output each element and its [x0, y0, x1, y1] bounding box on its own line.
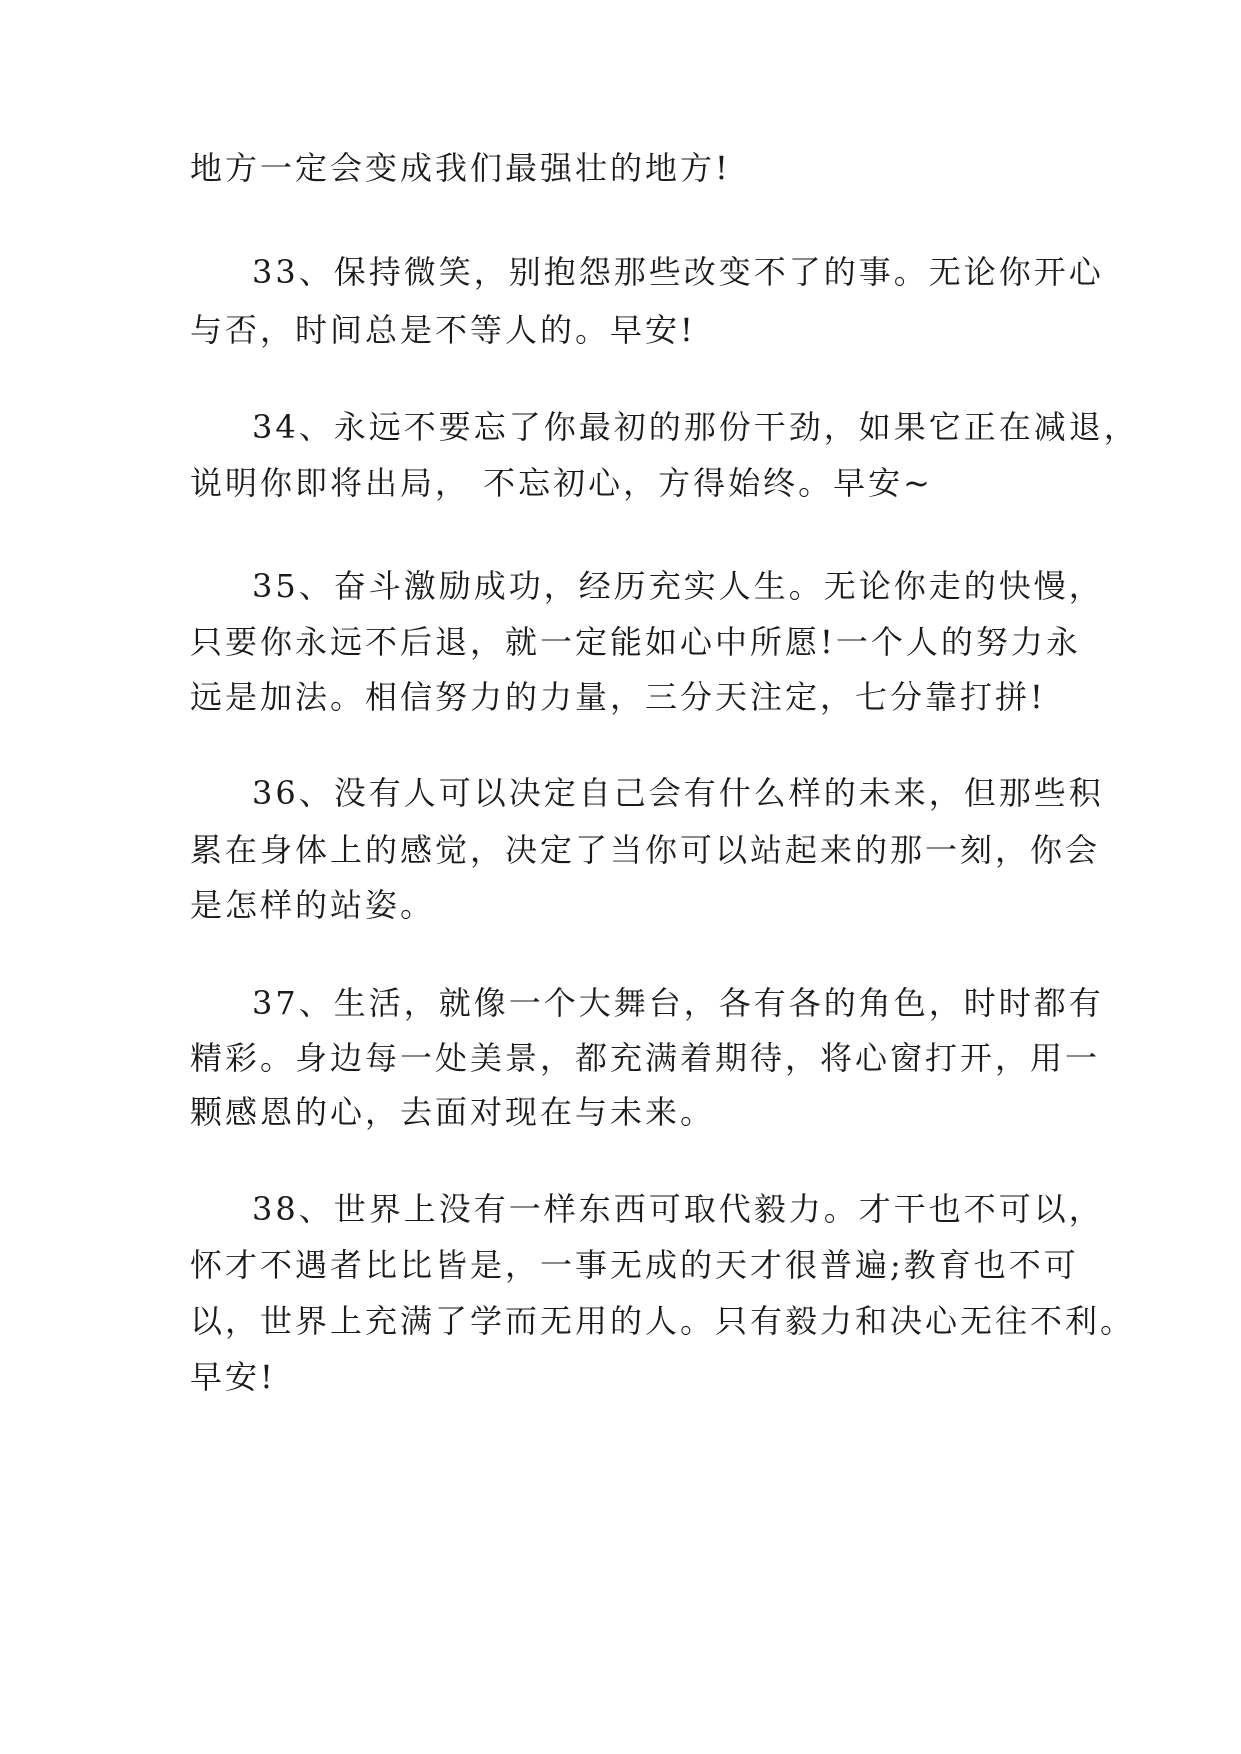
paragraph-38-line-2: 怀才不遇者比比皆是，一事无成的天才很普遍;教育也不可	[190, 1246, 1079, 1284]
paragraph-33-line-2: 与否，时间总是不等人的。早安!	[190, 311, 696, 349]
paragraph-37-line-2: 精彩。身边每一处美景，都充满着期待，将心窗打开，用一	[190, 1039, 1101, 1077]
paragraph-35-line-1: 35、奋斗激励成功，经历充实人生。无论你走的快慢，	[252, 567, 1104, 605]
paragraph-35-line-3: 远是加法。相信努力的力量，三分天注定，七分靠打拼!	[190, 678, 1046, 716]
paragraph-34-line-1: 34、永远不要忘了你最初的那份干劲，如果它正在减退，	[252, 408, 1139, 446]
paragraph-37-line-3: 颗感恩的心，去面对现在与未来。	[190, 1093, 716, 1131]
paragraph-38-line-4: 早安!	[190, 1358, 276, 1396]
paragraph-34-line-2: 说明你即将出局， 不忘初心，方得始终。早安~	[190, 464, 933, 502]
paragraph-38-line-3: 以，世界上充满了学而无用的人。只有毅力和决心无往不利。	[190, 1302, 1136, 1340]
paragraph-32-line-2: 地方一定会变成我们最强壮的地方!	[190, 149, 731, 187]
paragraph-37-line-1: 37、生活，就像一个大舞台，各有各的角色，时时都有	[252, 984, 1104, 1022]
paragraph-36-line-3: 是怎样的站姿。	[190, 886, 436, 924]
paragraph-35-line-2: 只要你永远不后退，就一定能如心中所愿!一个人的努力永	[190, 623, 1081, 661]
paragraph-36-line-1: 36、没有人可以决定自己会有什么样的未来，但那些积	[252, 774, 1104, 812]
paragraph-33-line-1: 33、保持微笑，别抱怨那些改变不了的事。无论你开心	[252, 253, 1104, 291]
paragraph-36-line-2: 累在身体上的感觉，决定了当你可以站起来的那一刻，你会	[190, 831, 1101, 869]
paragraph-38-line-1: 38、世界上没有一样东西可取代毅力。才干也不可以，	[252, 1190, 1104, 1228]
